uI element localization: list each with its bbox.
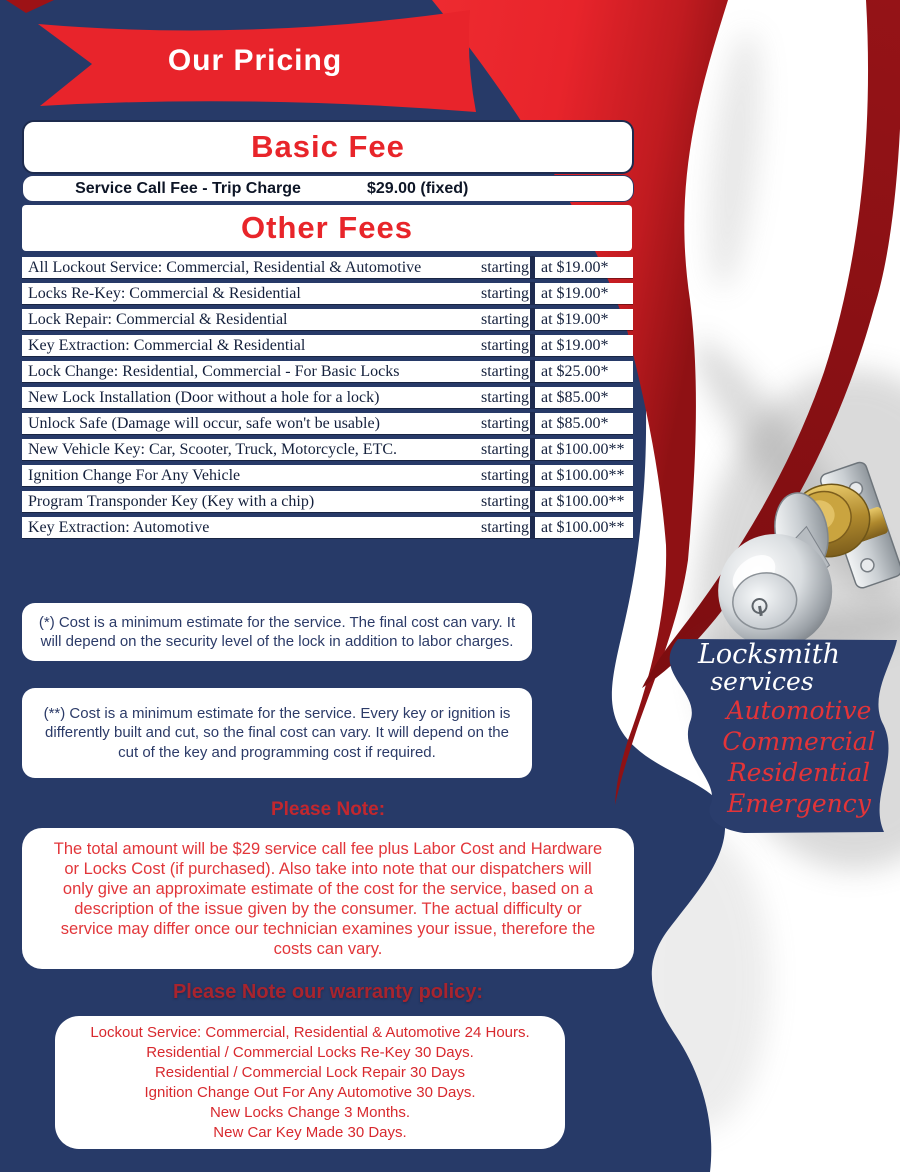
footnote-single-star [22,603,532,661]
service-price: at $19.00* [541,311,609,328]
service-name: Ignition Change For Any Vehicle [28,467,241,484]
service-name: Key Extraction: Commercial & Residential [28,337,306,354]
locksmith-services-panel [688,641,896,819]
table-row [22,413,633,434]
table-row [22,257,633,278]
footnote-line: (*) Cost is a minimum estimate for the service. The final cost can vary. It [38,613,516,631]
service-name: Lock Change: Residential, Commercial - For Basic Locks [28,363,400,380]
other-fees-title: Other Fees [241,210,413,245]
table-row [22,283,633,304]
column-divider [530,334,535,357]
table-row [22,517,633,538]
footnote-line: cut of the key and programming cost if required. [118,743,436,761]
please-note-title: Please Note: [270,799,386,820]
table-row [22,361,633,382]
service-price: at $100.00** [541,467,625,484]
service-price: at $19.00* [541,337,609,354]
note-line: service may differ once our technician examines your issue, therefore the [60,919,596,938]
note-line: description of the issue given by the consumer. The actual difficulty or [74,899,582,918]
note-line: The total amount will be $29 service call fee plus Labor Cost and Hardware [53,839,603,858]
price-qualifier: starting [481,467,529,484]
service-call-row [22,175,634,202]
footnote-double-star [22,688,532,778]
price-qualifier: starting [481,259,529,276]
footnote-line: differently built and cut, so the final cost can vary. It will depend on the [45,724,509,742]
service-price: at $19.00* [541,285,609,302]
service-name: All Lockout Service: Commercial, Residential & Automotive [28,259,422,276]
please-note-box [22,828,634,969]
column-divider [530,256,535,279]
basic-fee-title: Basic Fee [251,129,405,164]
column-divider [530,308,535,331]
panel-item: Commercial [722,727,876,756]
table-row [22,439,633,460]
price-qualifier: starting [481,389,529,406]
price-qualifier: starting [481,493,529,510]
price-qualifier: starting [481,311,529,328]
price-qualifier: starting [481,337,529,354]
service-name: New Lock Installation (Door without a hole for a lock) [28,389,380,406]
table-row [22,335,633,356]
service-call-value: $29.00 (fixed) [367,179,469,197]
service-name: Lock Repair: Commercial & Residential [28,311,288,328]
note-line: costs can vary. [273,939,383,958]
service-price: at $19.00* [541,259,609,276]
panel-item: Emergency [727,789,871,818]
page-title: Our Pricing [167,44,343,77]
table-row [22,387,633,408]
column-divider [530,438,535,461]
column-divider [530,516,535,539]
service-price: at $85.00* [541,415,609,432]
footnote-line: (**) Cost is a minimum estimate for the service. Every key or ignition is [43,704,511,722]
service-price: at $100.00** [541,519,625,536]
table-row [22,309,633,330]
warranty-line: New Car Key Made 30 Days. [213,1123,407,1141]
warranty-title: Please Note our warranty policy: [172,981,484,1003]
warranty-line: Residential / Commercial Locks Re-Key 30 Days. [146,1043,474,1061]
service-name: Unlock Safe (Damage will occur, safe won't be usable) [28,415,380,432]
service-name: Locks Re-Key: Commercial & Residential [28,285,301,302]
service-price: at $100.00** [541,441,625,458]
fee-table [22,257,633,543]
service-name: Program Transponder Key (Key with a chip) [28,493,315,510]
column-divider [530,412,535,435]
warranty-line: New Locks Change 3 Months. [209,1103,411,1121]
service-price: at $100.00** [541,493,625,510]
price-qualifier: starting [481,519,529,536]
price-qualifier: starting [481,285,529,302]
note-line: or Locks Cost (if purchased). Also take into note that our dispatchers will [64,859,592,878]
footnote-line: will depend on the security level of the lock in addition to labor charges. [40,633,514,650]
column-divider [530,464,535,487]
table-row [22,465,633,486]
column-divider [530,386,535,409]
panel-item: Residential [727,758,871,787]
table-row [22,491,633,512]
column-divider [530,360,535,383]
service-name: Key Extraction: Automotive [28,519,210,536]
other-fees-header [22,205,632,251]
panel-item: Automotive [726,696,872,725]
service-call-label: Service Call Fee - Trip Charge [75,179,301,197]
service-price: at $25.00* [541,363,609,380]
panel-heading-line2: services [710,667,814,696]
panel-heading-line1: Locksmith [697,639,840,670]
warranty-line: Residential / Commercial Lock Repair 30 Days [154,1063,466,1081]
warranty-box [55,1016,565,1149]
column-divider [530,282,535,305]
column-divider [530,490,535,513]
price-qualifier: starting [481,415,529,432]
warranty-line: Ignition Change Out For Any Automotive 30 Days. [144,1083,476,1101]
service-price: at $85.00* [541,389,609,406]
warranty-line: Lockout Service: Commercial, Residential & Automotive 24 Hours. [90,1023,530,1041]
basic-fee-header [22,120,634,174]
price-qualifier: starting [481,363,529,380]
service-name: New Vehicle Key: Car, Scooter, Truck, Motorcycle, ETC. [28,441,398,458]
price-qualifier: starting [481,441,529,458]
note-line: only give an approximate estimate of the cost for the service, based on a [62,879,594,898]
